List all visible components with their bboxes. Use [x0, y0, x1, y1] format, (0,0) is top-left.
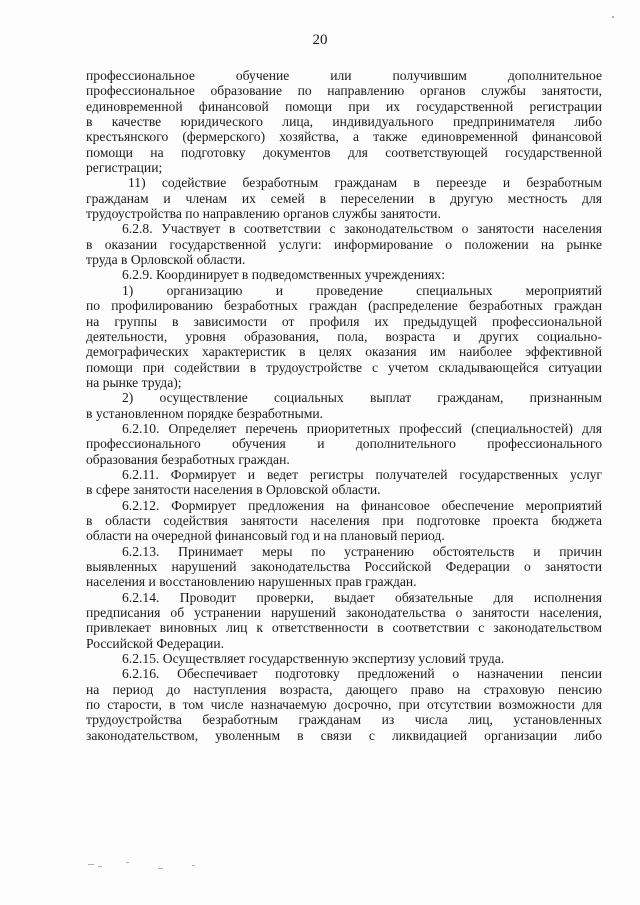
text-line: в качестве юридического лица, индивидуального предпринимателя либо	[86, 114, 602, 130]
page-number: 20	[312, 32, 328, 48]
text-line: на рынке труда);	[86, 374, 182, 390]
text-line: в сфере занятости населения в Орловской области.	[86, 482, 381, 498]
text-line: привлекает виновных лиц к ответственности в соответствии с законодательством	[86, 620, 602, 636]
text-line: в области содействия занятости населения при подготовке проекта бюджета	[86, 512, 602, 528]
text-line: профессионального обучения и дополнительного профессионального	[86, 436, 602, 452]
text-line: демографических характеристик в целях оказания им наиболее эффективной	[86, 344, 602, 360]
scan-speck	[88, 864, 94, 865]
text-line: на группы в зависимости от профиля их предыдущей профессиональной	[86, 313, 602, 329]
text-line: 6.2.16. Обеспечивает подготовку предложений о назначении пенсии	[122, 666, 602, 682]
text-line: в установленном порядке безработными.	[86, 405, 324, 421]
text-line: 6.2.9. Координирует в подведомственных учреждениях:	[122, 267, 446, 283]
text-line: в оказании государственной услуги: информирование о положении на рынке	[86, 236, 602, 252]
text-line: по профилированию безработных граждан (распределение безработных граждан	[86, 298, 602, 314]
text-line: 6.2.14. Проводит проверки, выдает обязательные для исполнения	[122, 589, 602, 605]
text-line: крестьянского (фермерского) хозяйства, а также единовременной финансовой	[86, 129, 602, 145]
document-body	[86, 68, 602, 743]
scan-speck	[192, 865, 195, 866]
text-line: деятельности, уровня образования, пола, возраста и других социально-	[86, 328, 602, 344]
scan-speck	[158, 868, 163, 869]
scan-edge-mark	[612, 16, 614, 18]
text-line: предписания об устранении нарушений законодательства о занятости населения,	[86, 605, 602, 621]
text-line: Российской Федерации.	[86, 635, 224, 651]
text-line: 6.2.15. Осуществляет государственную экспертизу условий труда.	[122, 651, 505, 667]
scan-speck	[126, 862, 129, 863]
text-line: выявленных нарушений законодательства Российской Федерации о занятости	[86, 559, 602, 574]
text-line: труда в Орловской области.	[86, 252, 246, 268]
text-line: населения и восстановлению нарушенных прав граждан.	[86, 574, 417, 590]
text-line: области на очередной финансовый год и на плановый период.	[86, 528, 445, 544]
text-line: профессиональное образование по направлению органов службы занятости,	[86, 83, 602, 99]
text-line: трудоустройства по направлению органов службы занятости.	[86, 206, 441, 222]
text-line: 6.2.8. Участвует в соответствии с законодательством о занятости населения	[122, 221, 602, 237]
text-line: 6.2.10. Определяет перечень приоритетных профессий (специальностей) для	[122, 420, 602, 436]
text-line: на период до наступления возраста, дающего право на страховую пенсию	[86, 681, 602, 697]
text-line: регистрации;	[86, 160, 163, 176]
text-line: по старости, в том числе назначаемую досрочно, при отсутствии возможности для	[86, 697, 602, 713]
text-line: 6.2.12. Формирует предложения на финансовое обеспечение мероприятий	[122, 497, 602, 513]
text-line: 1) организацию и проведение специальных мероприятий	[122, 282, 602, 298]
text-line: единовременной финансовой помощи при их государственной регистрации	[86, 98, 602, 114]
text-line: законодательством, уволенным в связи с ликвидацией организации либо	[86, 727, 602, 743]
text-line: помощи при содействии в трудоустройстве с учетом складывающейся ситуации	[86, 359, 602, 375]
scan-speck	[98, 866, 102, 867]
text-line: образования безработных граждан.	[86, 451, 290, 467]
scan-noise	[88, 860, 208, 874]
text-line: 6.2.11. Формирует и ведет регистры получателей государственных услуг	[122, 466, 602, 482]
text-line: трудоустройства безработным гражданам из числа лиц, установленных	[86, 712, 602, 728]
text-line: 11) содействие безработным гражданам в переезде и безработным	[128, 175, 602, 191]
text-line: 2) осуществление социальных выплат гражданам, признанным	[122, 390, 602, 406]
text-line: 6.2.13. Принимает меры по устранению обстоятельств и причин	[122, 543, 602, 559]
text-line: гражданам и членам их семей в переселении в другую местность для	[86, 190, 602, 206]
text-line: профессиональное обучение или получившим дополнительное	[86, 68, 602, 83]
text-line: помощи на подготовку документов для соответствующей государственной	[86, 144, 602, 160]
